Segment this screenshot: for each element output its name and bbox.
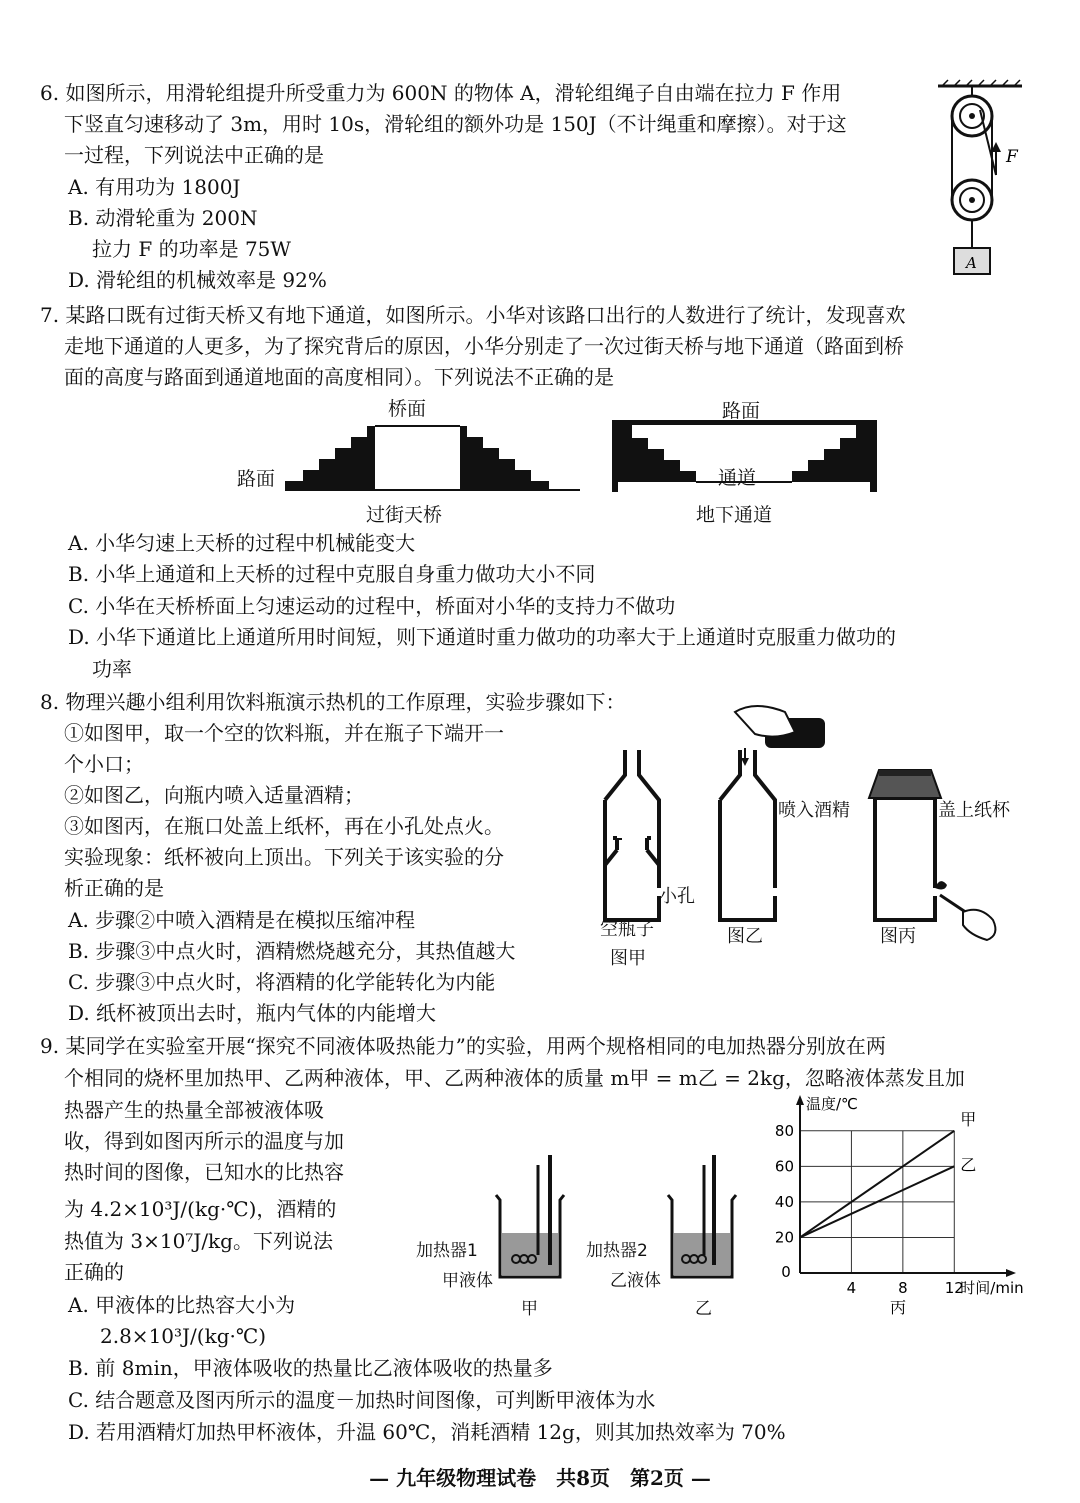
q6-option-c: 拉力 F 的功率是 75W — [92, 237, 291, 261]
heater-1-label: 加热器1 — [416, 1241, 478, 1261]
q9-line-2: 个相同的烧杯里加热甲、乙两种液体，甲、乙两种液体的质量 m甲 = m乙 = 2kg，忽略液体蒸发且加 — [64, 1066, 965, 1090]
liquid-jia-label: 甲液体 — [442, 1271, 493, 1291]
q9-line-6: 为 4.2×10³J/(kg·℃)，酒精的 — [64, 1197, 337, 1221]
q7-line-3: 面的高度与路面到通道地面的高度相同）。下列说法不正确的是 — [64, 365, 614, 389]
y-tick-label: 20 — [774, 1228, 794, 1247]
q9-line-1: 9. 某同学在实验室开展“探究不同液体吸热能力”的实验，用两个规格相同的电加热器分别放在两 — [40, 1034, 886, 1058]
q7-line-2: 走地下通道的人更多，为了探究背后的原因，小华分别走了一次过街天桥与地下通道（路面到桥 — [64, 334, 904, 358]
q8-line-3: 个小口； — [64, 752, 144, 776]
q6-line-1: 6. 如图所示，用滑轮组提升所受重力为 600N 的物体 A，滑轮组绳子自由端在拉力 F 作用 — [40, 81, 842, 105]
beaker-jia-figure — [490, 1155, 570, 1285]
bridge-caption: 过街天桥 — [366, 504, 443, 526]
q8-line-1: 8. 物理兴趣小组利用饮料瓶演示热机的工作原理，实验步骤如下： — [40, 690, 626, 714]
q8-option-b: B. 步骤③中点火时，酒精燃烧越充分，其热值越大 — [68, 939, 516, 963]
q6-option-a: A. 有用功为 1800J — [68, 175, 241, 199]
series-line-jia — [800, 1131, 954, 1238]
q9-option-d: D. 若用酒精灯加热甲杯液体，升温 60℃，消耗酒精 12g，则其加热效率为 70% — [68, 1420, 786, 1444]
beaker-yi-figure — [662, 1155, 742, 1285]
y-tick-label: 80 — [774, 1121, 794, 1140]
bridge-top-label: 桥面 — [388, 398, 427, 420]
bottle-experiment-figure — [595, 720, 1015, 960]
tunnel-caption: 地下通道 — [696, 504, 773, 526]
y-tick-label: 40 — [774, 1192, 794, 1211]
q8-line-2: ①如图甲，取一个空的饮料瓶，并在瓶子下端开一 — [64, 721, 504, 745]
q9-line-5: 热时间的图像，已知水的比热容 — [64, 1160, 344, 1184]
series-label-yi: 乙 — [960, 1155, 977, 1175]
liquid-yi-label: 乙液体 — [610, 1271, 661, 1291]
q6-line-3: 一过程，下列说法中正确的是 — [64, 143, 324, 167]
tunnel-top-label: 路面 — [722, 400, 761, 422]
x-tick-label: 4 — [846, 1279, 857, 1297]
temperature-time-chart — [760, 1095, 1050, 1315]
q7-option-d-cont: 功率 — [92, 657, 132, 681]
q7-option-c: C. 小华在天桥桥面上匀速运动的过程中，桥面对小华的支持力不做功 — [68, 594, 676, 618]
x-tick-label: 8 — [898, 1279, 908, 1297]
y-axis-arrow — [796, 1095, 804, 1105]
q7-option-b: B. 小华上通道和上天桥的过程中克服自身重力做功大小不同 — [68, 562, 596, 586]
y-tick-label: 60 — [774, 1157, 794, 1176]
empty-bottle-label: 空瓶子 — [600, 919, 654, 940]
q9-line-4: 收，得到如图丙所示的温度与加 — [64, 1129, 344, 1153]
q9-option-b: B. 前 8min，甲液体吸收的热量比乙液体吸收的热量多 — [68, 1356, 553, 1380]
fig-bing-caption: 图丙 — [880, 926, 916, 947]
chart-caption: 丙 — [890, 1298, 907, 1317]
q9-line-3: 热器产生的热量全部被液体吸 — [64, 1098, 324, 1122]
q9-line-8: 正确的 — [64, 1260, 124, 1284]
heater-2-label: 加热器2 — [586, 1241, 648, 1261]
overpass-figure — [285, 418, 580, 493]
q8-line-6: 实验现象：纸杯被向上顶出。下列关于该实验的分 — [64, 845, 504, 869]
q9-option-a-value: 2.8×10³J/(kg·℃) — [100, 1324, 267, 1348]
x-axis-arrow — [1006, 1269, 1016, 1277]
block-label: A — [966, 254, 977, 272]
x-tick-label: 0 — [781, 1263, 791, 1281]
fig-jia-caption: 图甲 — [610, 948, 646, 969]
q8-line-4: ②如图乙，向瓶内喷入适量酒精； — [64, 783, 364, 807]
spray-alcohol-label: 喷入酒精 — [778, 800, 850, 821]
q9-option-a: A. 甲液体的比热容大小为 — [68, 1293, 296, 1317]
tunnel-bottom-label: 通道 — [718, 467, 757, 489]
q9-line-7: 热值为 3×10⁷J/kg。下列说法 — [64, 1229, 333, 1253]
q8-option-a: A. 步骤②中喷入酒精是在模拟压缩冲程 — [68, 908, 416, 932]
q7-option-d: D. 小华下通道比上通道所用时间短，则下通道时重力做功的功率大于上通道时克服重力做功的 — [68, 625, 897, 649]
force-label: F — [1006, 147, 1018, 167]
q8-line-5: ③如图丙，在瓶口处盖上纸杯，再在小孔处点火。 — [64, 814, 504, 838]
paper-cup-label: 盖上纸杯 — [938, 800, 1010, 821]
q7-option-a: A. 小华匀速上天桥的过程中机械能变大 — [68, 531, 416, 555]
q7-line-1: 7. 某路口既有过街天桥又有地下通道，如图所示。小华对该路口出行的人数进行了统计，发现喜欢 — [40, 303, 906, 327]
beaker-jia-caption: 甲 — [521, 1299, 538, 1319]
y-axis-title: 温度/℃ — [806, 1095, 858, 1113]
q8-option-d: D. 纸杯被顶出去时，瓶内气体的内能增大 — [68, 1001, 437, 1025]
page-footer: — 九年级物理试卷 共8页 第2页 — — [369, 1466, 711, 1490]
series-label-jia: 甲 — [960, 1109, 977, 1129]
q8-option-c: C. 步骤③中点火时，将酒精的化学能转化为内能 — [68, 970, 496, 994]
q9-option-c: C. 结合题意及图丙所示的温度－加热时间图像，可判断甲液体为水 — [68, 1388, 656, 1412]
pulley-system-figure — [930, 80, 1030, 280]
q8-line-7: 析正确的是 — [64, 876, 164, 900]
fig-yi-caption: 图乙 — [727, 926, 763, 947]
q6-option-b: B. 动滑轮重为 200N — [68, 206, 258, 230]
x-tick-label: 12 — [944, 1279, 964, 1297]
bridge-road-label: 路面 — [237, 468, 276, 490]
q6-option-d: D. 滑轮组的机械效率是 92% — [68, 268, 327, 292]
q6-line-2: 下竖直匀速移动了 3m，用时 10s，滑轮组的额外功是 150J（不计绳重和摩擦）。对于这 — [64, 112, 847, 136]
hole-label: 小孔 — [659, 886, 695, 907]
x-axis-title: 时间/min — [960, 1279, 1024, 1297]
beaker-yi-caption: 乙 — [695, 1299, 712, 1319]
